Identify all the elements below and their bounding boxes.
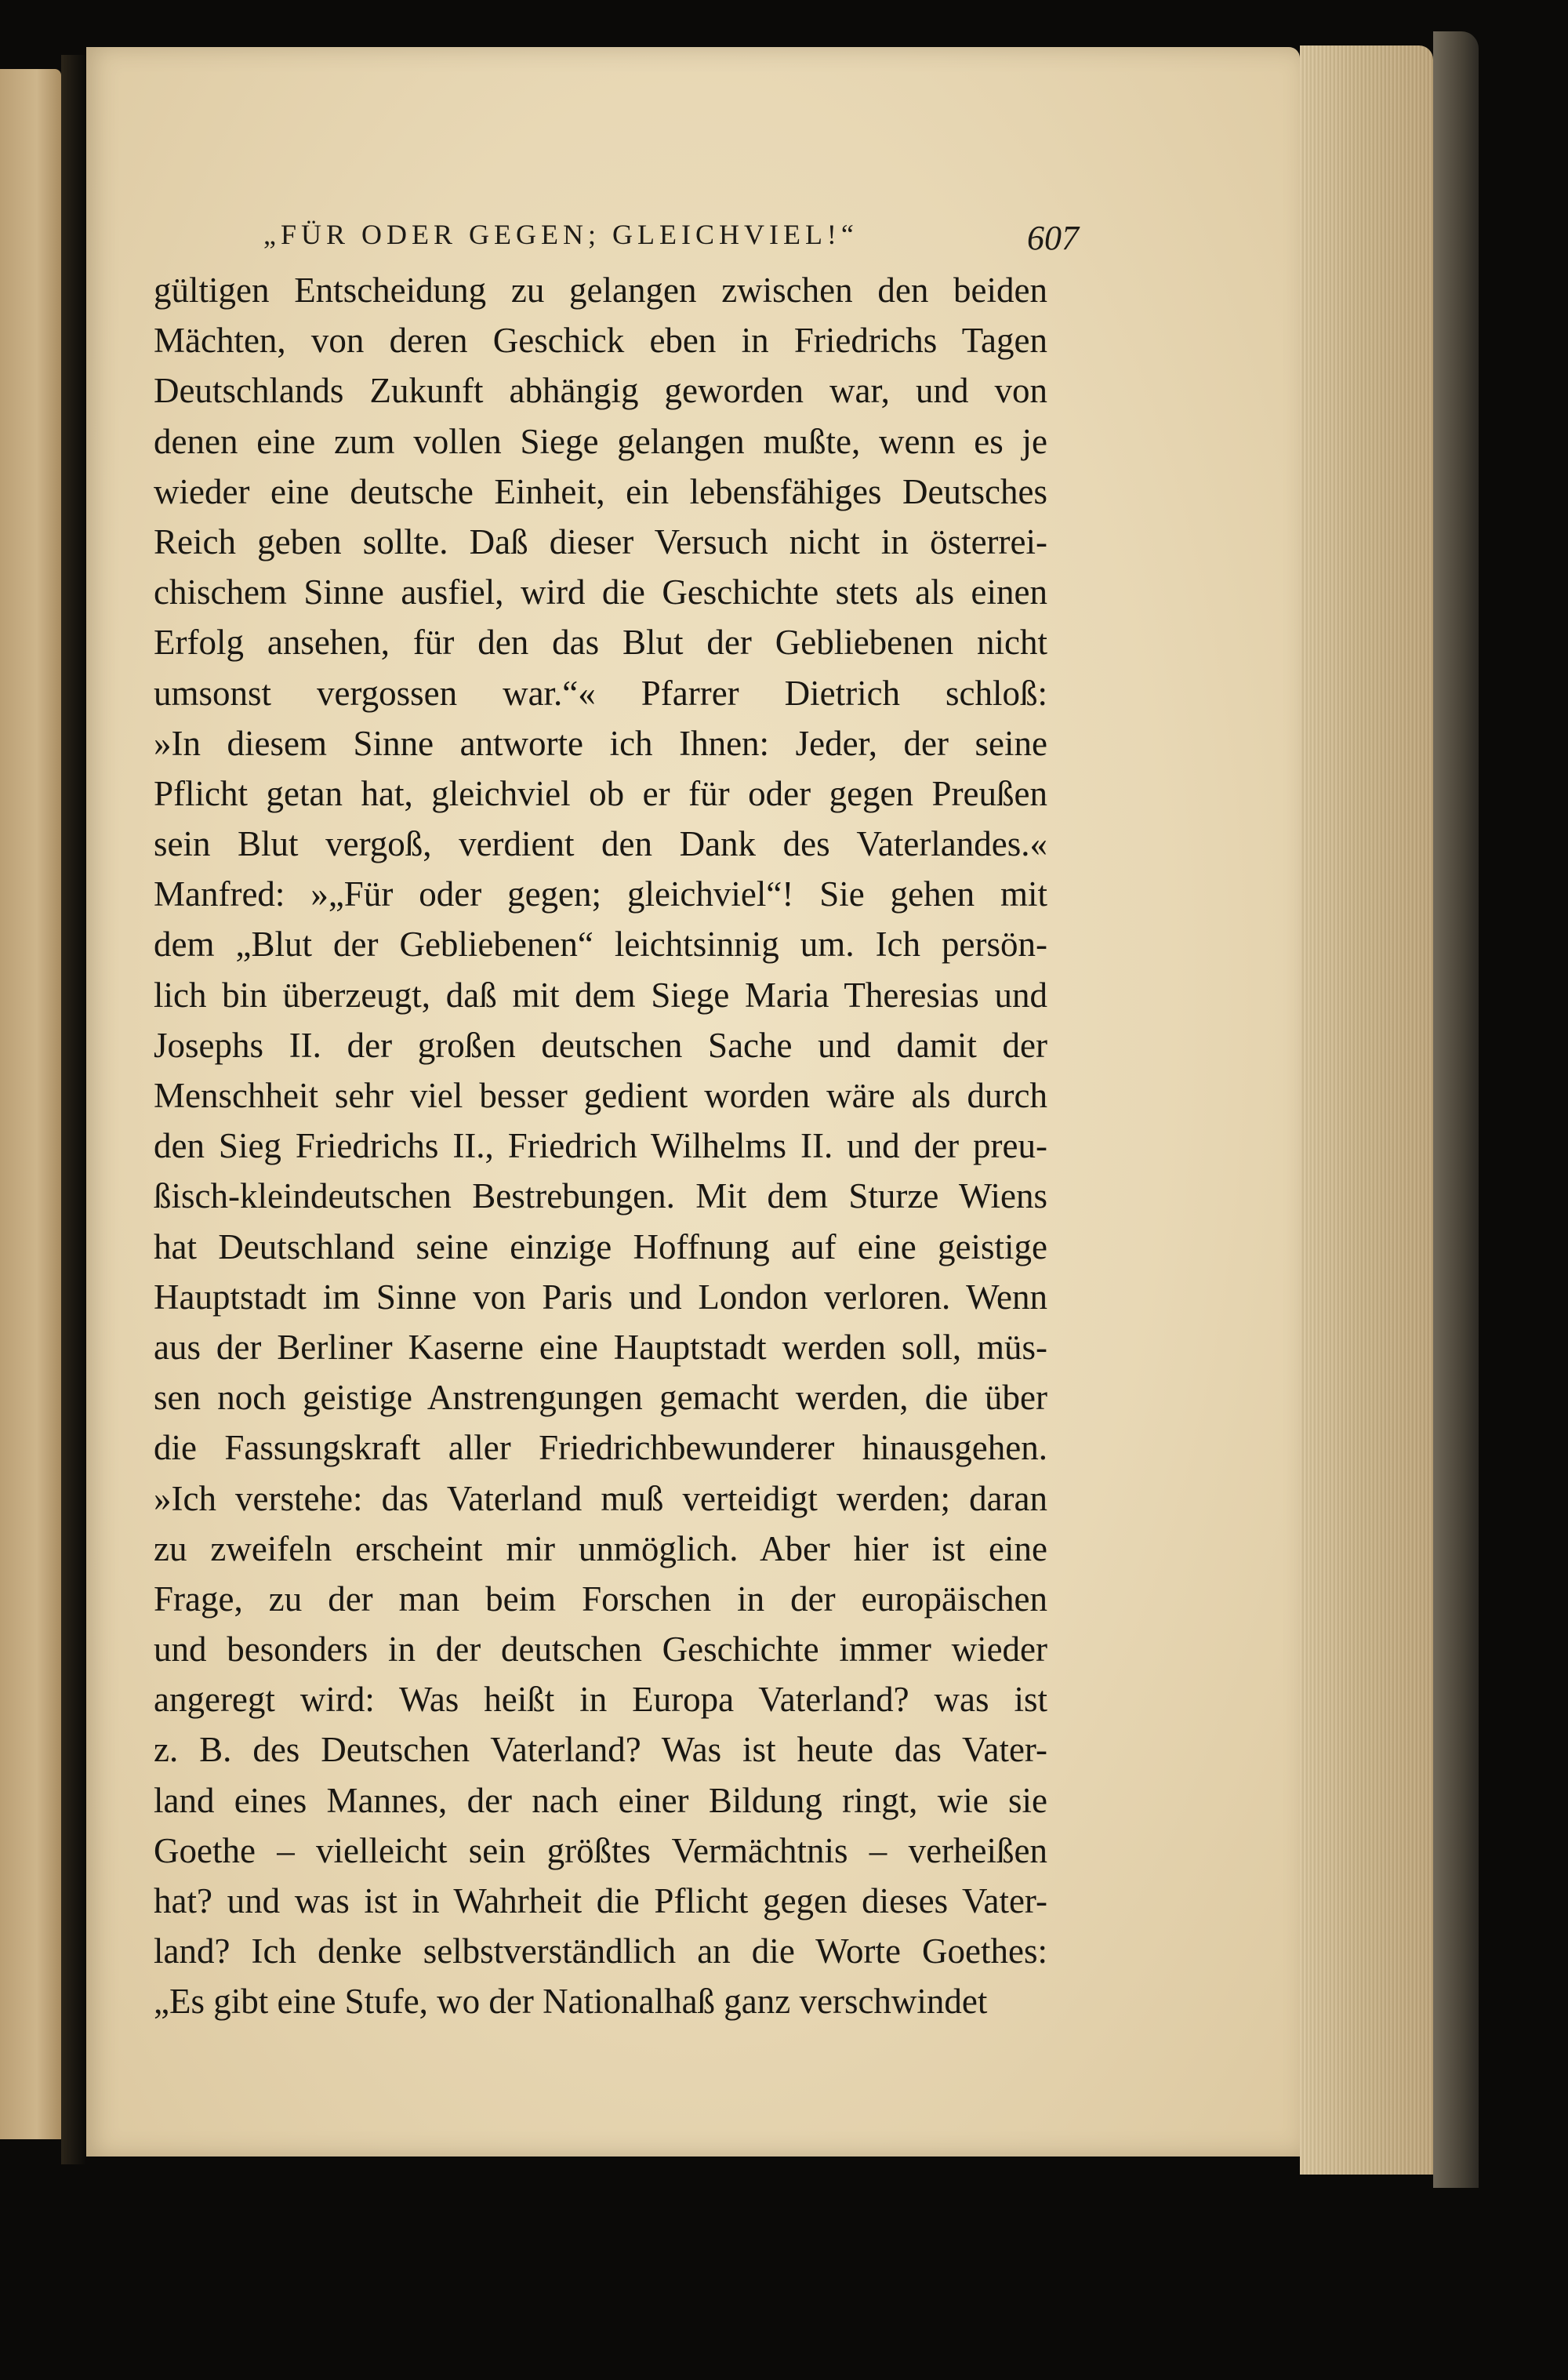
- text-line: denen eine zum vollen Siege gelangen mußte, wenn es je: [154, 421, 1047, 461]
- text-line: Goethe – vielleicht sein größtes Vermächtnis – verheißen: [154, 1830, 1047, 1870]
- text-line: Hauptstadt im Sinne von Paris und London verloren. Wenn: [154, 1277, 1047, 1317]
- text-line: die Fassungskraft aller Friedrichbewunderer hinausgehen.: [154, 1428, 1047, 1468]
- text-line: sen noch geistige Anstrengungen gemacht werden, die über: [154, 1378, 1047, 1418]
- text-line: hat? und was ist in Wahrheit die Pflicht gegen dieses Vater-: [154, 1881, 1047, 1920]
- text-line: Manfred: »„Für oder gegen; gleichviel“! Sie gehen mit: [154, 874, 1047, 914]
- page-number: 607: [1027, 219, 1079, 257]
- text-line: und besonders in der deutschen Geschichte immer wieder: [154, 1630, 1047, 1670]
- text-line: hat Deutschland seine einzige Hoffnung auf eine geistige: [154, 1226, 1047, 1266]
- text-line: angeregt wird: Was heißt in Europa Vaterland? was ist: [154, 1680, 1047, 1720]
- text-line: Pflicht getan hat, gleichviel ob er für oder gegen Preußen: [154, 773, 1047, 813]
- previous-page-edge: [0, 69, 61, 2139]
- book-cover-edge: [1433, 31, 1479, 2188]
- text-line: Mächten, von deren Geschick eben in Friedrichs Tagen: [154, 321, 1047, 361]
- body-text: [154, 265, 1047, 2027]
- text-line: Deutschlands Zukunft abhängig geworden war, und von: [154, 371, 1047, 411]
- text-line: chischem Sinne ausfiel, wird die Geschichte stets als einen: [154, 572, 1047, 612]
- running-title: „FÜR ODER GEGEN; GLEICHVIEL!“: [263, 219, 858, 250]
- text-line: sein Blut vergoß, verdient den Dank des Vaterlandes.«: [154, 824, 1047, 864]
- text-line: ßisch-kleindeutschen Bestrebungen. Mit dem Sturze Wiens: [154, 1176, 1047, 1216]
- text-line: land? Ich denke selbstverständlich an die Worte Goethes:: [154, 1931, 1047, 1971]
- text-line: land eines Mannes, der nach einer Bildung ringt, wie sie: [154, 1780, 1047, 1820]
- text-line: Reich geben sollte. Daß dieser Versuch nicht in österrei-: [154, 521, 1047, 561]
- text-line: Erfolg ansehen, für den das Blut der Gebliebenen nicht: [154, 623, 1047, 663]
- text-line: dem „Blut der Gebliebenen“ leichtsinnig um. Ich persön-: [154, 925, 1047, 965]
- text-line: gültigen Entscheidung zu gelangen zwischen den beiden: [154, 271, 1047, 310]
- text-line: aus der Berliner Kaserne eine Hauptstadt werden soll, müs-: [154, 1327, 1047, 1367]
- page-block-edges: [1300, 45, 1433, 2175]
- text-line: den Sieg Friedrichs II., Friedrich Wilhelms II. und der preu-: [154, 1126, 1047, 1166]
- text-line: lich bin überzeugt, daß mit dem Siege Maria Theresias und: [154, 975, 1047, 1015]
- text-line: »Ich verstehe: das Vaterland muß verteidigt werden; daran: [154, 1478, 1047, 1518]
- book-gutter: [61, 55, 86, 2164]
- text-line: Josephs II. der großen deutschen Sache und damit der: [154, 1025, 1047, 1065]
- text-line: wieder eine deutsche Einheit, ein lebensfähiges Deutsches: [154, 471, 1047, 511]
- text-line: Frage, zu der man beim Forschen in der europäischen: [154, 1579, 1047, 1619]
- text-line: z. B. des Deutschen Vaterland? Was ist heute das Vater-: [154, 1730, 1047, 1770]
- text-line: Menschheit sehr viel besser gedient worden wäre als durch: [154, 1076, 1047, 1115]
- text-line: »In diesem Sinne antworte ich Ihnen: Jeder, der seine: [154, 723, 1047, 763]
- text-line: zu zweifeln erscheint mir unmöglich. Aber hier ist eine: [154, 1528, 1047, 1568]
- text-line: „Es gibt eine Stufe, wo der Nationalhaß ganz verschwindet: [154, 1982, 988, 2022]
- text-line: umsonst vergossen war.“« Pfarrer Dietrich schloß:: [154, 673, 1047, 713]
